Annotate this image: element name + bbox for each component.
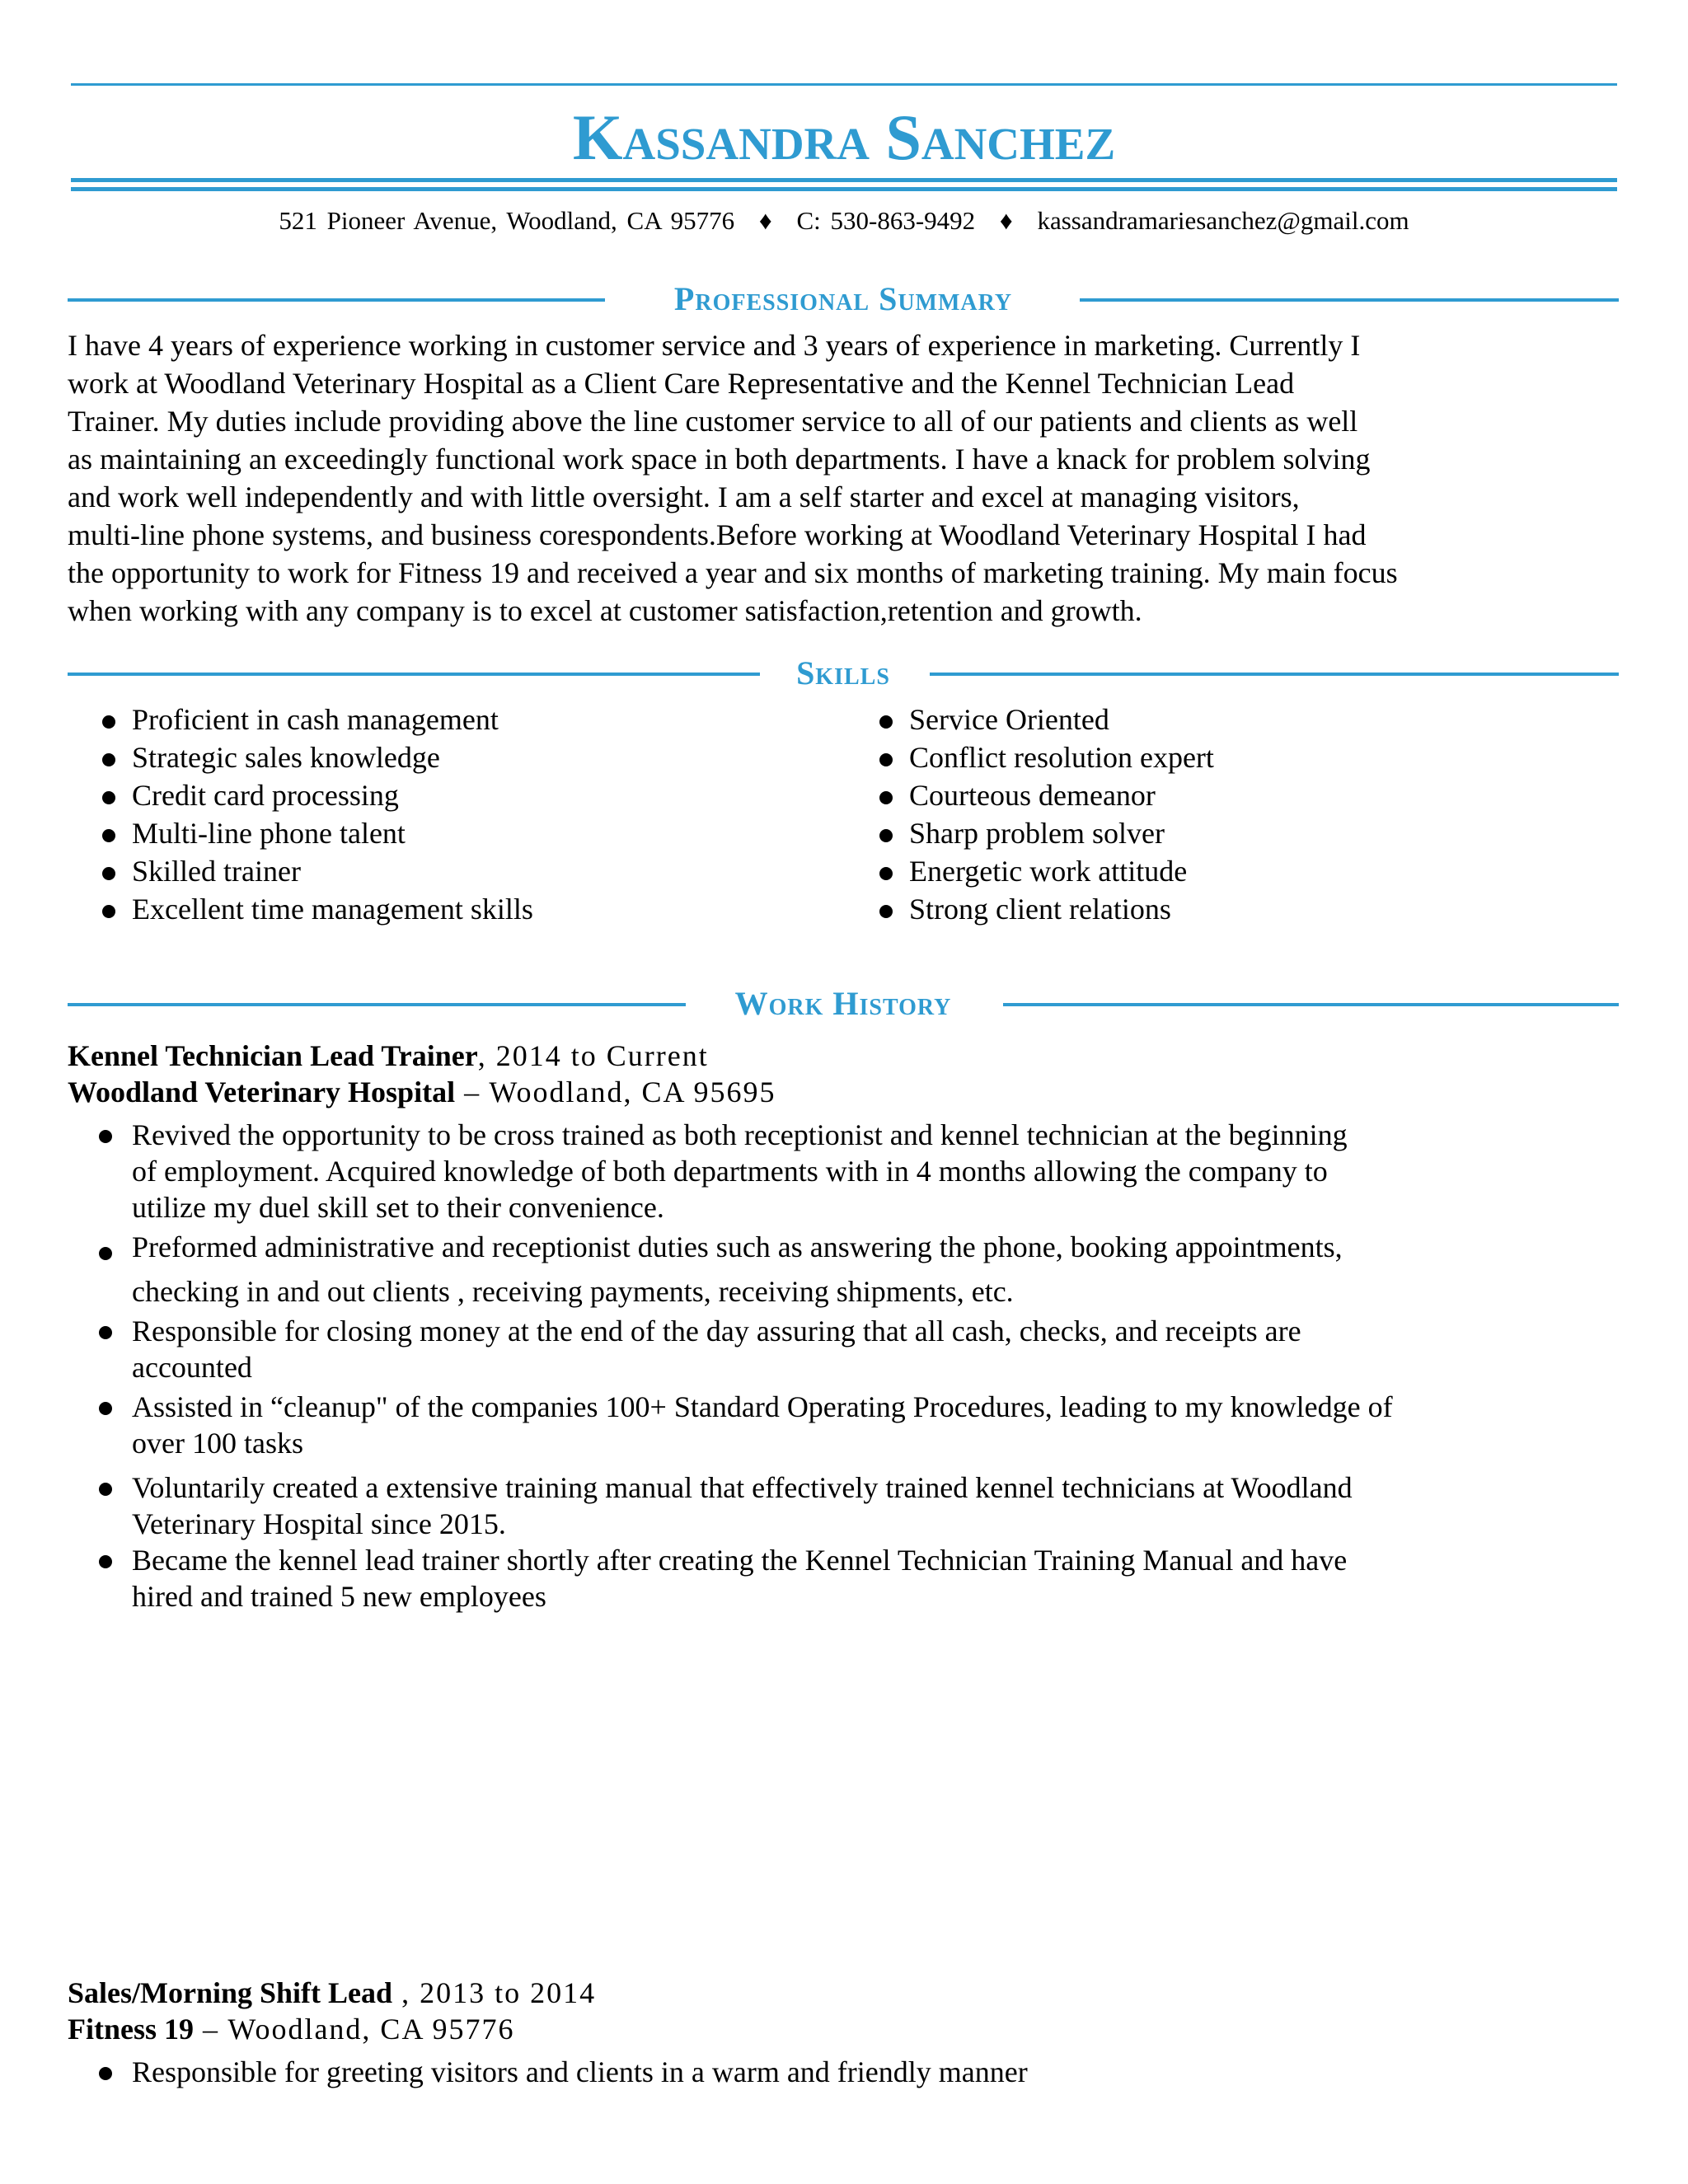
bullet-icon — [879, 753, 893, 766]
skill-item: Multi-line phone talent — [132, 814, 533, 852]
work-heading — [68, 983, 1619, 1024]
job-location: – Woodland, CA 95695 — [455, 1076, 776, 1108]
phone: C: 530-863-9492 — [796, 206, 976, 235]
bullet-icon — [99, 1555, 112, 1568]
job-duties — [132, 1117, 1624, 1615]
name-rule-lower — [71, 187, 1617, 191]
skill-item: Credit card processing — [132, 776, 533, 814]
job-location: – Woodland, CA 95776 — [194, 2013, 515, 2046]
summary-line: when working with any company is to excel at customer satisfaction,retention and growth. — [68, 594, 1142, 627]
duty-item: Responsible for greeting visitors and clients in a warm and friendly manner — [132, 2054, 1624, 2090]
contact-line — [0, 204, 1688, 237]
bullet-icon — [102, 829, 115, 842]
skills-right-column — [909, 701, 1214, 928]
duty-item: Became the kennel lead trainer shortly after creating the Kennel Technician Training Manual and have hired and trained 5 new employees — [132, 1542, 1624, 1615]
job-title: Kennel Technician Lead Trainer — [68, 1039, 478, 1072]
bullet-icon — [102, 753, 115, 766]
top-rule — [71, 83, 1617, 86]
work-title: Work History — [734, 985, 952, 1022]
bullet-icon — [99, 1130, 112, 1143]
skills-left-column — [132, 701, 533, 928]
bullet-icon — [99, 1483, 112, 1496]
skill-item: Conflict resolution expert — [909, 738, 1214, 776]
summary-line: multi-line phone systems, and business corespondents.Before working at Woodland Veterinary Hospital I had — [68, 518, 1367, 551]
skill-item: Strategic sales knowledge — [132, 738, 533, 776]
bullet-icon — [99, 1326, 112, 1339]
job-title: Sales/Morning Shift Lead — [68, 1976, 393, 2009]
summary-line: work at Woodland Veterinary Hospital as a Client Care Representative and the Kennel Technician Lead — [68, 367, 1295, 400]
bullet-icon — [879, 715, 893, 729]
bullet-icon — [99, 1247, 112, 1260]
duty-item: Preformed administrative and receptionist duties such as answering the phone, booking appointments, checking in and out clients , receiving payments, receiving shipments, etc. — [132, 1229, 1624, 1310]
candidate-name: Kassandra Sanchez — [572, 101, 1116, 173]
summary-line: the opportunity to work for Fitness 19 and received a year and six months of marketing training. My main focus — [68, 556, 1398, 589]
bullet-icon — [99, 1402, 112, 1415]
job-title-line — [68, 1038, 709, 1074]
email-link[interactable]: kassandramariesanchez@gmail.com — [1037, 206, 1409, 235]
duty-item: Voluntarily created a extensive training manual that effectively trained kennel technicians at Woodland Veterinary Hospital since 2015. — [132, 1469, 1624, 1542]
bullet-icon — [879, 867, 893, 880]
skill-item: Energetic work attitude — [909, 852, 1214, 890]
job-title-line — [68, 1975, 596, 2011]
skill-item: Strong client relations — [909, 890, 1214, 928]
bullet-icon — [102, 791, 115, 804]
skill-item: Sharp problem solver — [909, 814, 1214, 852]
separator-diamond-icon: ♦ — [999, 206, 1013, 235]
summary-text — [68, 326, 1619, 630]
name-rule-upper — [71, 178, 1617, 182]
job-company: Woodland Veterinary Hospital — [68, 1076, 456, 1108]
bullet-icon — [102, 715, 115, 729]
summary-heading — [68, 279, 1619, 320]
summary-line: and work well independently and with little oversight. I am a self starter and excel at managing visitors, — [68, 480, 1300, 513]
job-company: Fitness 19 — [68, 2013, 194, 2046]
job-dates: , 2014 to Current — [477, 1039, 709, 1072]
skills-heading — [68, 653, 1619, 694]
summary-title: Professional Summary — [673, 280, 1013, 317]
summary-line: Trainer. My duties include providing above the line customer service to all of our patients and clients as well — [68, 405, 1358, 438]
duty-item: Responsible for closing money at the end of the day assuring that all cash, checks, and receipts are accounted — [132, 1313, 1624, 1385]
skill-item: Proficient in cash management — [132, 701, 533, 738]
bullet-icon — [879, 791, 893, 804]
job-dates: , 2013 to 2014 — [392, 1976, 597, 2009]
skill-item: Skilled trainer — [132, 852, 533, 890]
skill-item: Service Oriented — [909, 701, 1214, 738]
job-company-line — [68, 2011, 514, 2047]
bullet-icon — [102, 905, 115, 918]
address: 521 Pioneer Avenue, Woodland, CA 95776 — [279, 206, 735, 235]
bullet-icon — [99, 2067, 112, 2080]
skills-title: Skills — [796, 654, 890, 691]
job-duties — [132, 2054, 1624, 2090]
duty-item: Revived the opportunity to be cross trained as both receptionist and kennel technician at the beginning of employment. Acquired knowledge of both departments with in 4 months allowing the company to utilize my duel skill set to their convenience. — [132, 1117, 1624, 1226]
bullet-icon — [879, 829, 893, 842]
summary-line: as maintaining an exceedingly functional work space in both departments. I have a knack for problem solving — [68, 443, 1371, 476]
bullet-icon — [879, 905, 893, 918]
summary-line: I have 4 years of experience working in customer service and 3 years of experience in marketing. Currently I — [68, 329, 1361, 362]
bullet-icon — [102, 867, 115, 880]
job-company-line — [68, 1074, 776, 1110]
duty-item: Assisted in “cleanup" of the companies 100+ Standard Operating Procedures, leading to my knowledge of over 100 tasks — [132, 1389, 1624, 1461]
skill-item: Courteous demeanor — [909, 776, 1214, 814]
skill-item: Excellent time management skills — [132, 890, 533, 928]
separator-diamond-icon: ♦ — [758, 206, 772, 235]
